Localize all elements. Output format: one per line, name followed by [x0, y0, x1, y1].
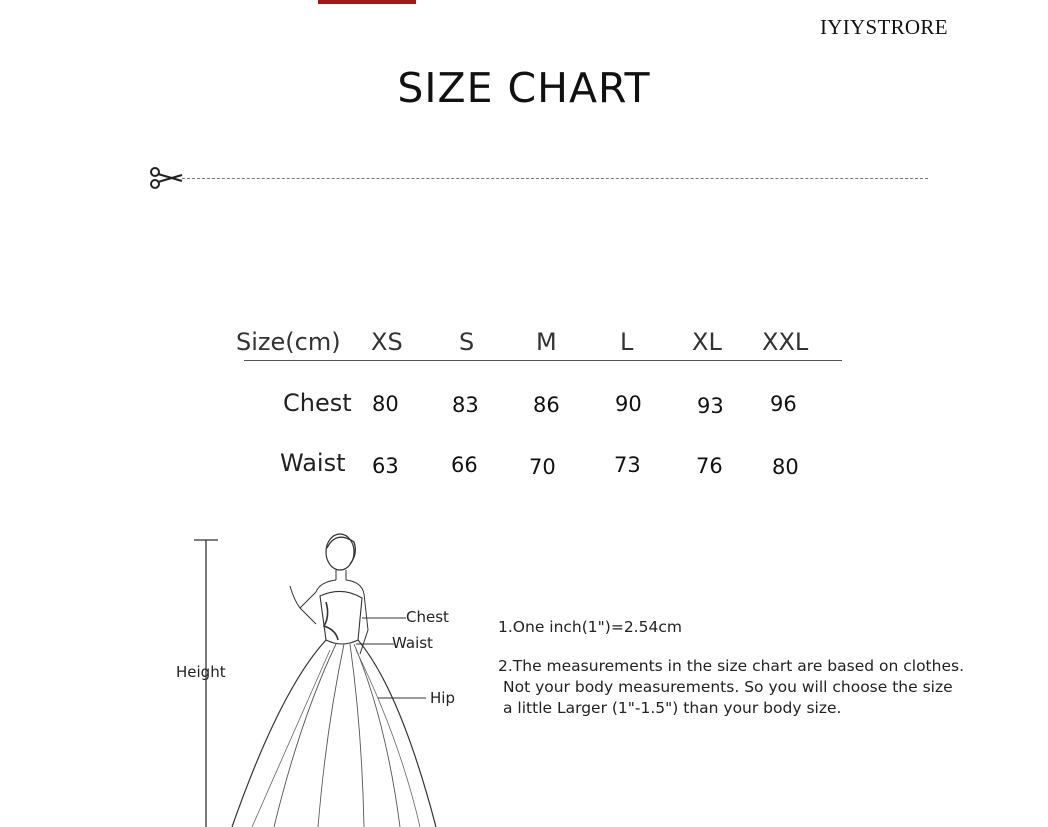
brand-name: IYIYSTRORE [820, 15, 948, 39]
chest-l: 90 [615, 392, 642, 416]
page-title: SIZE CHART [397, 64, 651, 112]
size-xxl: XXL [762, 328, 809, 356]
size-s: S [459, 328, 475, 356]
size-l: L [620, 328, 634, 356]
chest-s: 83 [452, 393, 479, 417]
cut-line [182, 178, 928, 179]
table-header-divider [244, 360, 842, 361]
note-inch-conversion: 1.One inch(1")=2.54cm [498, 618, 682, 636]
waist-m: 70 [529, 455, 556, 479]
waist-xxl: 80 [772, 455, 799, 479]
chest-m: 86 [533, 393, 560, 417]
waist-s: 66 [451, 453, 478, 477]
size-xl: XL [692, 328, 722, 356]
waist-l: 73 [614, 453, 641, 477]
waist-xs: 63 [372, 454, 399, 478]
row-label-waist: Waist [280, 449, 346, 477]
waist-xl: 76 [696, 454, 723, 478]
chest-label: Chest [406, 608, 449, 626]
row-label-chest: Chest [283, 389, 352, 417]
note-measurement-line-2: Not your body measurements. So you will choose the size [503, 678, 953, 696]
size-xs: XS [371, 328, 403, 356]
chest-xl: 93 [697, 394, 724, 418]
chest-xxl: 96 [770, 392, 797, 416]
note-measurement-line-3: a little Larger (1"-1.5") than your body size. [503, 699, 842, 717]
size-header-label: Size(cm) [236, 328, 341, 356]
size-m: M [536, 328, 557, 356]
scissors-icon [149, 166, 183, 190]
height-label: Height [176, 663, 226, 681]
chest-xs: 80 [372, 392, 399, 416]
note-measurement-line-1: 2.The measurements in the size chart are based on clothes. [498, 657, 964, 675]
top-accent-bar [318, 0, 416, 4]
hip-label: Hip [430, 689, 455, 707]
waist-label: Waist [392, 634, 433, 652]
